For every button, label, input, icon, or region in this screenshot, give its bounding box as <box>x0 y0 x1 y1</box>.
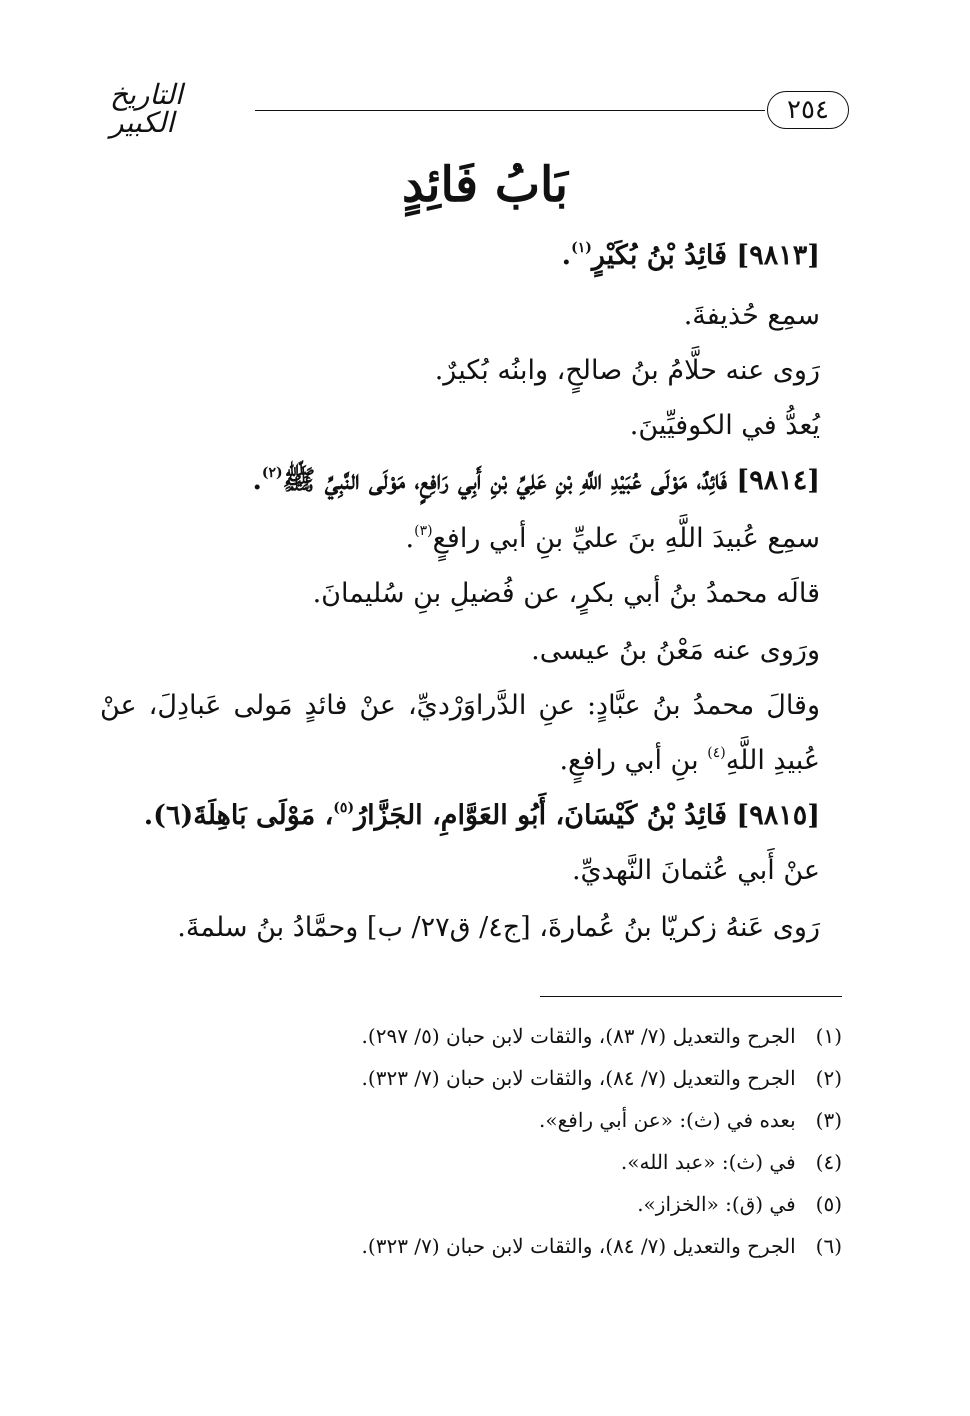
footnote-ref: (٥) <box>333 800 355 816</box>
running-header <box>0 78 970 139</box>
line-tail: . <box>405 523 415 554</box>
footnote-number: (٤) <box>815 1150 842 1174</box>
footnote <box>621 1142 842 1182</box>
footnote-number: (٥) <box>815 1192 842 1216</box>
line-text: عُبيدِ اللَّهِ <box>725 745 820 776</box>
footnote-ref: (٤) <box>707 745 726 761</box>
footnote-ref: (١) <box>571 240 592 256</box>
line-text: سمِع حُذيفةَ. <box>683 300 820 331</box>
line-tail: بنِ أبي رافعٍ. <box>559 745 708 776</box>
line-text: يُعدُّ في الكوفيِّينَ. <box>629 410 820 441</box>
line-text: رَوى عنه حلَّامُ بنُ صالحٍ، وابنُه بُكيرٌ. <box>434 355 820 386</box>
text-line <box>630 400 820 452</box>
text-line <box>313 568 820 620</box>
footnote-text: في (ق): «الخزاز». <box>637 1192 796 1216</box>
line-text: سمِع عُبيدَ اللَّهِ بنَ عليِّ بنِ أبي رافعٍ <box>432 523 820 554</box>
footnote <box>362 1016 842 1056</box>
line-text: رَوى عَنهُ زكريّا بنُ عُمارةَ، [ج٤/ ق٢٧/ ب] وحمَّادُ بنُ سلمةَ. <box>177 912 820 943</box>
chapter-title: بَابُ فَائِدٍ <box>401 157 568 213</box>
line-text: ورَوى عنه مَعْنُ بنُ عيسى. <box>531 635 820 666</box>
text-line <box>177 902 820 954</box>
text-line <box>435 345 820 397</box>
line-tail: . <box>252 465 262 496</box>
footnote-ref: (٢) <box>261 465 283 481</box>
text-line <box>406 513 821 565</box>
footnote-text: الجرح والتعديل (٧/ ٨٣)، والثقات لابن حبان (٥/ ٢٩٧). <box>361 1024 796 1048</box>
text-line <box>100 680 820 732</box>
line-text: [٩٨١٥] فَائِدُ بْنُ كَيْسَانَ، أَبُو العَوَّامِ، الجَزَّارُ <box>354 800 820 831</box>
footnote-ref: (٣) <box>414 523 433 539</box>
footnote-separator <box>540 996 842 997</box>
footnote-text: الجرح والتعديل (٧/ ٨٤)، والثقات لابن حبان (٧/ ٣٢٣). <box>361 1066 796 1090</box>
line-text: [٩٨١٤] فَائِدٌ، مَوْلَى عُبَيْدِ اللَّهِ بْنِ عَلِيِّ بْنِ أَبِي رَافِعٍ، مَوْلَى النَّبِيِّ ﷺ <box>282 465 820 496</box>
footnote-number: (٦) <box>815 1234 842 1258</box>
line-text: قالَه محمدُ بنُ أبي بكرٍ، عن فُضيلِ بنِ سُليمانَ. <box>312 578 820 609</box>
entry-heading-9813 <box>562 230 820 282</box>
footnote-text: الجرح والتعديل (٧/ ٨٤)، والثقات لابن حبان (٧/ ٣٢٣). <box>361 1234 796 1258</box>
running-title: التاريخ الكبير <box>110 78 183 139</box>
footnote <box>362 1058 842 1098</box>
footnote <box>362 1226 842 1266</box>
line-text: [٩٨١٣] فَائِدُ بْنُ بُكَيْرٍ <box>591 240 820 271</box>
footnote-text: بعده في (ث): «عن أبي رافع». <box>539 1108 796 1132</box>
text-line <box>572 845 820 897</box>
line-text: وقالَ محمدُ بنُ عبَّادٍ: عنِ الدَّراوَرْديِّ، عنْ فائدٍ مَولى عَبادِلَ، عنْ <box>100 690 820 721</box>
line-text: عنْ أَبي عُثمانَ النَّهديِّ. <box>571 855 820 886</box>
header-rule <box>255 110 765 111</box>
footnote-number: (١) <box>815 1024 842 1048</box>
text-line <box>531 625 820 677</box>
footnote <box>539 1100 842 1140</box>
text-line <box>559 735 820 787</box>
line-tail: . <box>561 240 572 271</box>
footnote-text: في (ث): «عبد الله». <box>620 1150 796 1174</box>
entry-heading-9814 <box>252 455 820 507</box>
entry-heading-9815 <box>144 790 820 842</box>
line-tail: ، مَوْلَى بَاهِلَةَ(٦). <box>143 800 334 831</box>
footnote-number: (٣) <box>815 1108 842 1132</box>
footnote-number: (٢) <box>815 1066 842 1090</box>
page-number: ٢٥٤ <box>767 91 849 129</box>
text-line <box>684 290 820 342</box>
footnote <box>637 1184 842 1224</box>
